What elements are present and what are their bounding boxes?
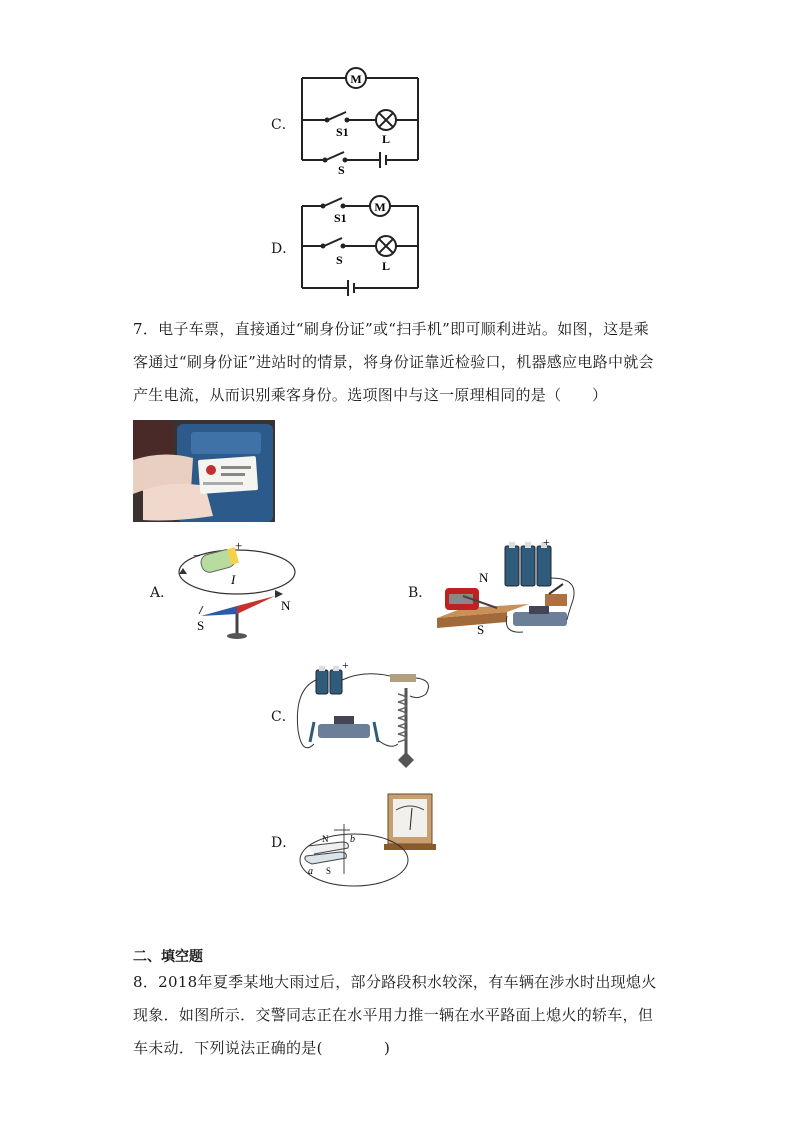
lamp-label-c: L bbox=[382, 132, 391, 146]
q7-option-d-diagram bbox=[300, 790, 450, 892]
battery-minus-a: − bbox=[193, 548, 201, 563]
magnet-n-label: N bbox=[479, 570, 489, 585]
compass-s-label: S bbox=[197, 618, 205, 633]
switch-s-label-d: S bbox=[336, 253, 343, 267]
circuit-diagram-d bbox=[296, 192, 424, 302]
magnet-n-label-d: N bbox=[322, 834, 329, 844]
q7-option-a-label: A． bbox=[150, 585, 175, 601]
q7-option-c-label: C． bbox=[271, 709, 296, 725]
wire-a-label: a bbox=[308, 866, 313, 877]
q7-option-d-label: D． bbox=[271, 835, 297, 851]
switch-s1-label-c: S1 bbox=[336, 125, 349, 139]
q7-option-b-diagram bbox=[433, 535, 583, 644]
switch-s1-label-d: S1 bbox=[334, 211, 347, 225]
lamp-label-d: L bbox=[382, 259, 391, 273]
switch-s-label-c: S bbox=[338, 163, 345, 177]
question-8-text: 8．2018年夏季某地大雨过后，部分路段积水较深，有车辆在涉水时出现熄火现象．如图所示．交警同志正在水平用力推一辆在水平路面上熄火的轿车，但车未动．下列说法正确的是( ) bbox=[133, 973, 657, 1057]
q7-option-c-diagram bbox=[294, 660, 434, 776]
section-2-heading: 二、填空题 bbox=[133, 949, 203, 965]
q7-option-a-diagram bbox=[175, 538, 305, 648]
current-label: I bbox=[231, 572, 236, 587]
battery-plus-a: + bbox=[235, 538, 243, 553]
magnet-s-label: S bbox=[477, 622, 485, 637]
option-c-label: C． bbox=[271, 117, 296, 133]
question-7-text: 7．电子车票，直接通过“刷身份证”或“扫手机”即可顺利进站。如图，这是乘客通过“刷身份证”进站时的情景，将身份证靠近检验口，机器感应电路中就会产生电流，从而识别乘客身份。选项图中与这一原理相同的是（ ） bbox=[133, 320, 654, 404]
battery-plus-b: + bbox=[543, 535, 550, 549]
q7-option-b-label: B． bbox=[408, 585, 433, 601]
battery-plus-c: + bbox=[342, 658, 349, 672]
magnet-s-label-d: S bbox=[326, 866, 332, 876]
motor-symbol-c: M bbox=[350, 72, 362, 86]
circuit-diagram-c bbox=[296, 64, 424, 177]
compass-n-label: N bbox=[281, 598, 291, 613]
motor-symbol-d: M bbox=[374, 200, 386, 214]
id-card-scan-photo bbox=[133, 420, 275, 522]
option-d-label: D． bbox=[271, 241, 297, 257]
wire-b-label: b bbox=[350, 834, 355, 845]
